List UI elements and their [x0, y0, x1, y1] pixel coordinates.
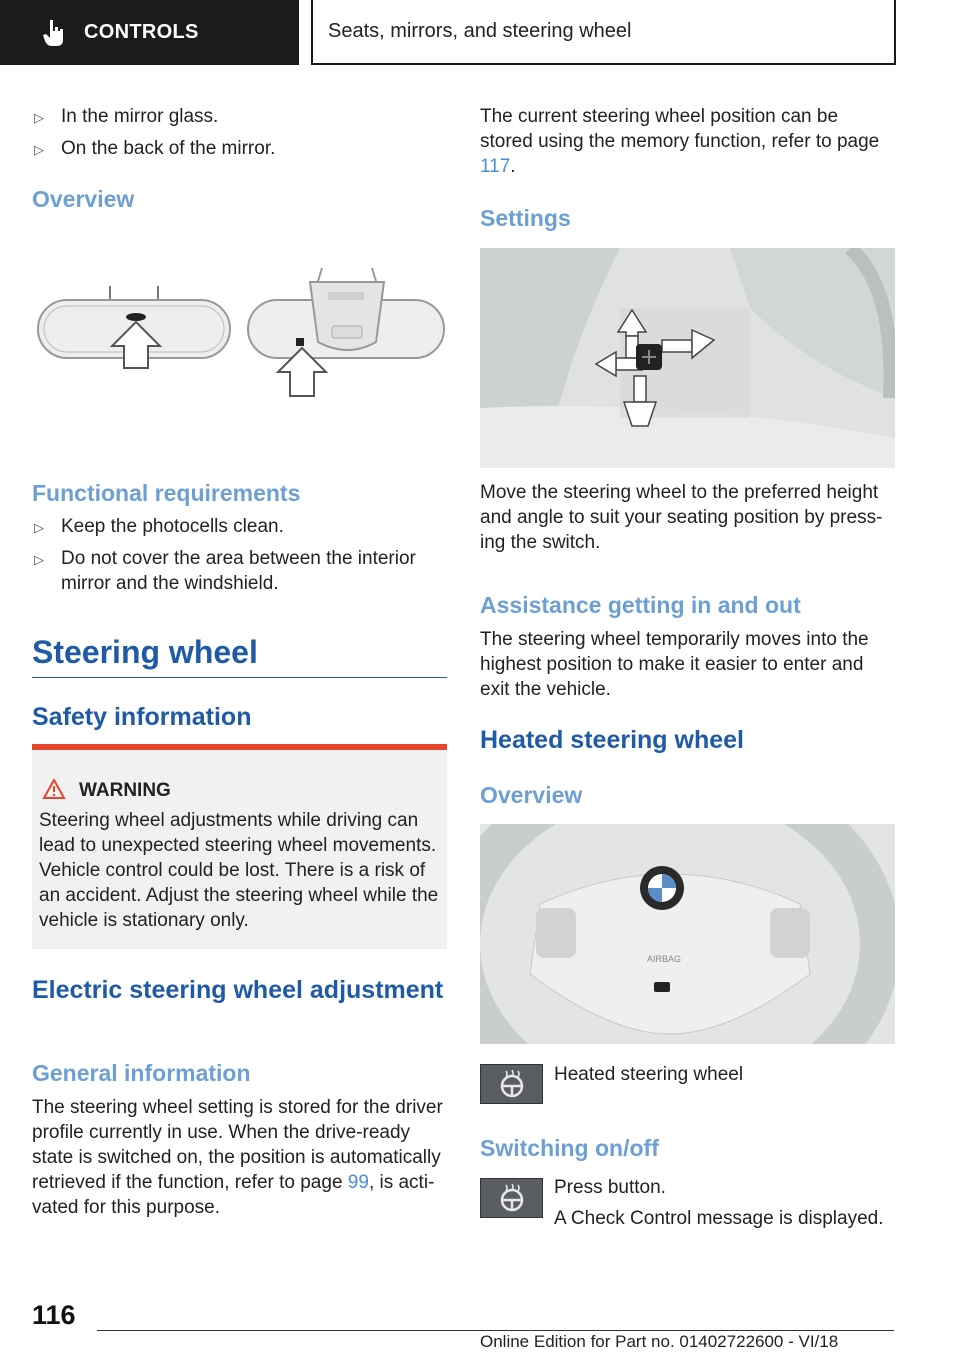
- steering-wheel-photo: [480, 824, 895, 1044]
- footer-rule: [97, 1330, 894, 1331]
- list-item: ▷ Do not cover the area between the interior mirror and the windshield.: [34, 548, 416, 594]
- general-information-body: The steering wheel setting is stored for the driver profile currently in use. When the drive-ready state is switched on, the position is automatically retrieved if the function, refer to page 99, is activated for this purpose.: [32, 1097, 443, 1218]
- warning-title: WARNING: [79, 780, 171, 801]
- heated-steering-wheel-heading: Heated steering wheel: [480, 726, 744, 754]
- steering-switch-photo: [480, 248, 895, 468]
- heated-overview-heading: Overview: [480, 782, 583, 808]
- page-link[interactable]: 117: [480, 156, 511, 177]
- switching-heading: Switching on/off: [480, 1135, 659, 1161]
- heated-wheel-caption: Heated steering wheel: [554, 1064, 744, 1085]
- general-information-heading: General information: [32, 1060, 251, 1086]
- airbag-label: AIRBAG: [646, 954, 682, 964]
- switch-step-2: A Check Control message is displayed.: [554, 1208, 884, 1229]
- section-tab: [0, 0, 299, 65]
- steering-wheel-heading: Steering wheel: [32, 634, 258, 670]
- hand-pointer-icon: [34, 13, 74, 53]
- triangle-bullet-icon: ▷: [34, 142, 44, 157]
- chapter-title: Seats, mirrors, and steering wheel: [328, 20, 632, 42]
- safety-information-heading: Safety information: [32, 703, 252, 731]
- heated-wheel-icon: [495, 1183, 529, 1213]
- switch-step-1: Press button.: [554, 1177, 666, 1198]
- triangle-bullet-icon: ▷: [34, 552, 44, 567]
- triangle-bullet-icon: ▷: [34, 110, 44, 125]
- assistance-heading: Assistance getting in and out: [480, 592, 801, 618]
- page-number: 116: [32, 1300, 76, 1330]
- list-item: ▷ Keep the photocells clean.: [32, 514, 447, 539]
- settings-heading: Settings: [480, 205, 571, 231]
- memory-text: The current steering wheel position can be stored using the memory function, refer to page 117.: [480, 106, 880, 177]
- overview-heading: Overview: [32, 186, 135, 212]
- settings-body: Move the steering wheel to the preferred height and angle to suit your seating position by pressing the switch.: [480, 482, 883, 553]
- warning-body: Steering wheel adjustments while driving can lead to unexpected steering wheel movements. Vehicle control could be lost. There is a risk of an accident. Adjust the steering wheel while the vehicle is stationary only.: [39, 810, 439, 931]
- warning-triangle-icon: [42, 778, 66, 805]
- list-item: ▷ In the mirror glass.: [32, 104, 447, 129]
- heated-wheel-button[interactable]: [480, 1178, 543, 1218]
- list-item: ▷ On the back of the mirror.: [32, 136, 447, 161]
- triangle-bullet-icon: ▷: [34, 520, 44, 535]
- chapter-tab: [311, 0, 896, 65]
- section-label: CONTROLS: [84, 21, 199, 43]
- warning-box: [32, 744, 447, 949]
- heated-wheel-icon: [480, 1064, 543, 1104]
- page-link[interactable]: 99: [347, 1172, 369, 1193]
- functional-requirements-heading: Functional requirements: [32, 480, 301, 506]
- electric-adjustment-heading: Electric steering wheel adjustment: [32, 976, 444, 1004]
- heading-rule: [32, 677, 447, 678]
- mirror-illustration: [32, 262, 447, 412]
- assistance-body: The steering wheel temporarily moves into the highest position to make it easier to enter and exit the vehicle.: [480, 629, 869, 700]
- edition-text: Online Edition for Part no. 01402722600 - VI/18: [480, 1332, 839, 1351]
